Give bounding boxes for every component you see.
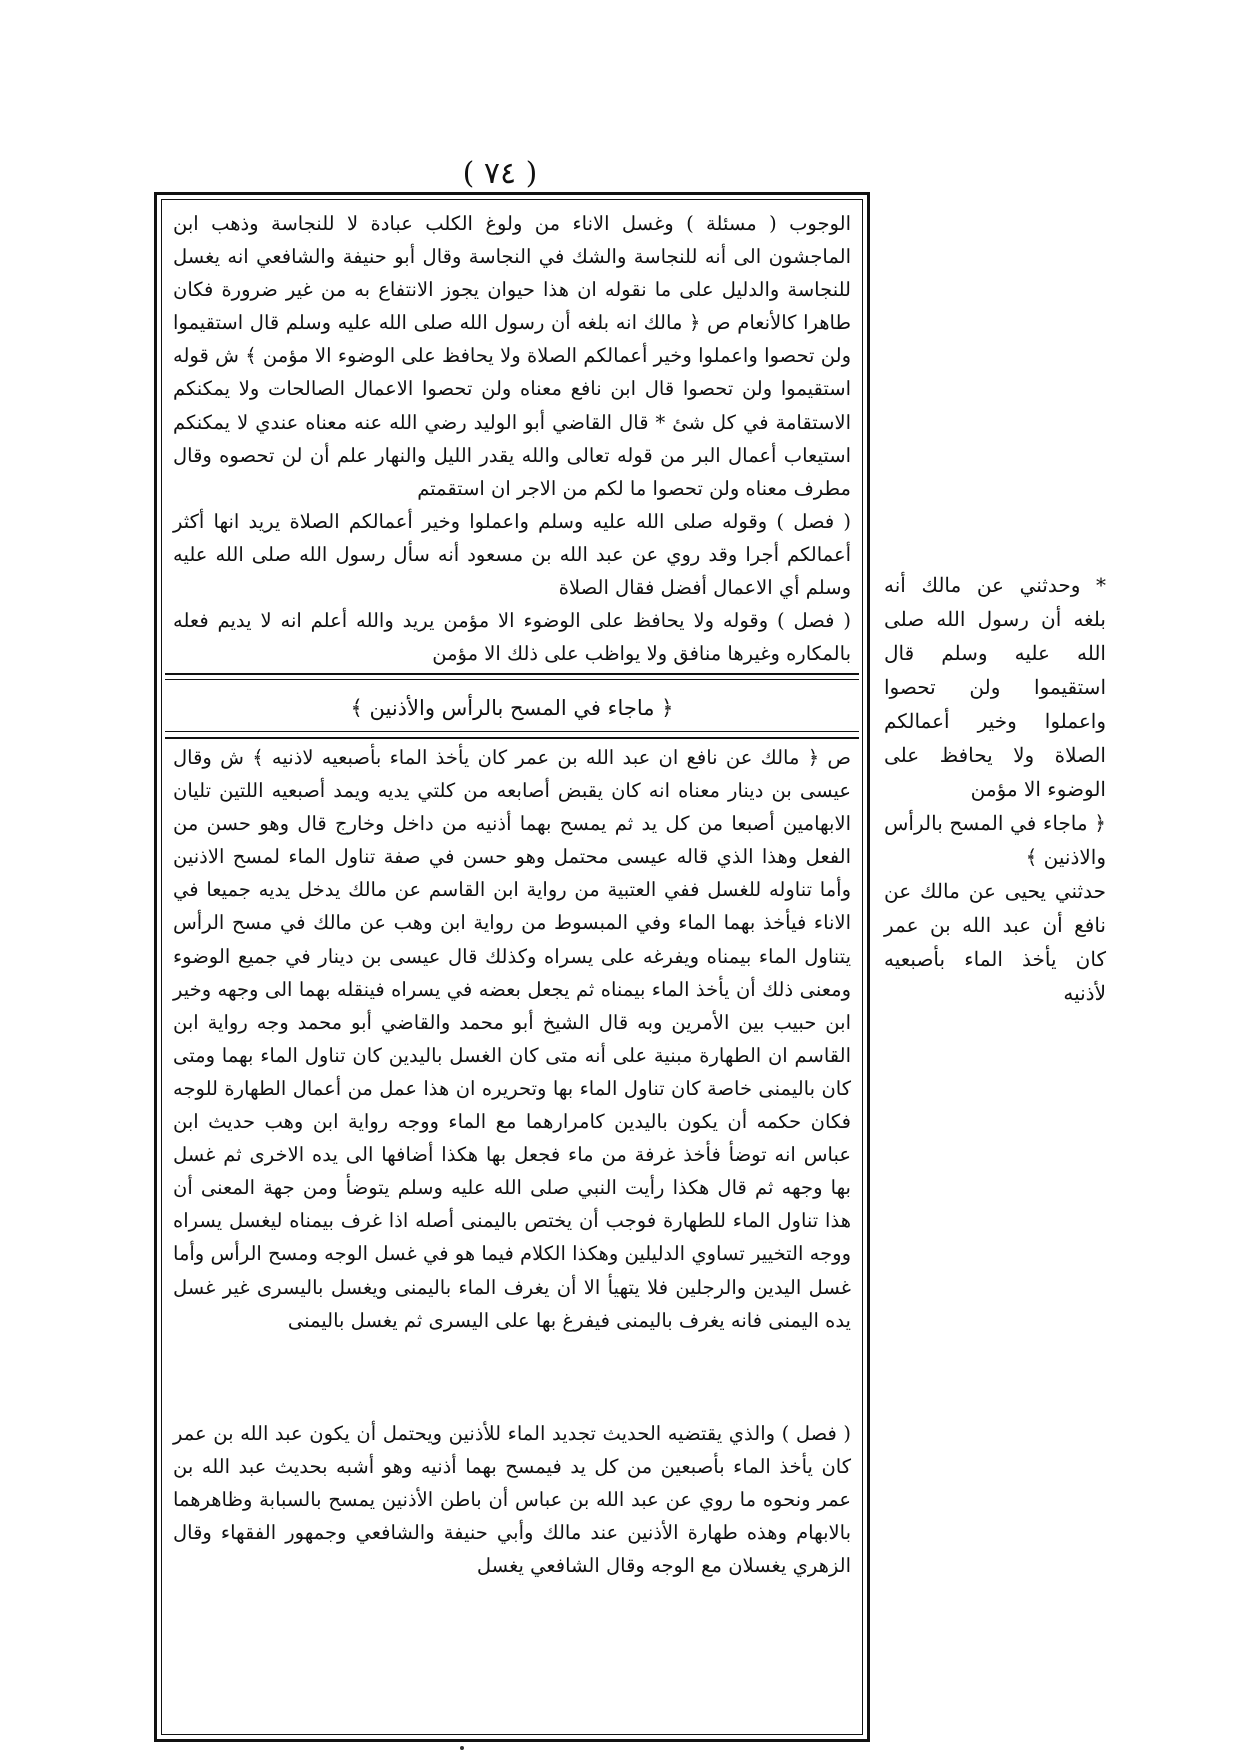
- main-text-section-three: [173, 1417, 851, 1582]
- main-text-frame: [154, 192, 870, 1742]
- divider-rule: [165, 731, 859, 732]
- divider-rule: [165, 679, 859, 680]
- main-paragraph: ( فصل ) وقوله ولا يحافظ على الوضوء الا مؤمن يريد والله أعلم انه لا يديم فعله بالمكاره وغيرها منافق ولا يواظب على ذلك الا مؤمن: [173, 609, 851, 666]
- divider-rule: [165, 737, 859, 739]
- main-paragraph: ( فصل ) وقوله صلى الله عليه وسلم واعملوا وخير أعمالكم الصلاة يريد انها أكثر أعمالكم أجرا وقد روي عن عبد الله بن مسعود أنه سأل رسول الله صلى الله عليه وسلم أي الاعمال أفضل فقال الصلاة: [173, 509, 851, 600]
- main-text-section-one: [173, 207, 851, 670]
- page-number: ( ٧٤ ): [462, 156, 538, 191]
- ink-dot: [460, 1746, 464, 1750]
- main-paragraph: ( فصل ) والذي يقتضيه الحديث تجديد الماء للأذنين ويحتمل أن يكون عبد الله بن عمر كان يأخذ الماء بأصبعين من كل يد فيمسح بهما أذنيه وهو أشبه بحديث عبد الله بن عمر ونحوه ما روي عن عبد الله بن عباس أن باطن الأذنين يمسح بالسبابة وظاهرهما بالابهام وهذه طهارة الأذنين عند مالك وأبي حنيفة والشافعي وجمهور الفقهاء وقال الزهري يغسلان مع الوجه وقال الشافعي يغسل: [173, 1422, 851, 1578]
- margin-note-paragraph: * وحدثني عن مالك أنه بلغه أن رسول الله صلى الله عليه وسلم قال استقيموا ولن تحصوا واعملوا وخير أعمالكم الصلاة ولا يحافظ على الوضوء الا مؤمن: [884, 573, 1106, 801]
- margin-note-heading: ﴿ ماجاء في المسح بالرأس والاذنين ﴾: [884, 811, 1106, 869]
- margin-note: [884, 568, 1106, 1010]
- main-paragraph: الوجوب ( مسئلة ) وغسل الاناء من ولوغ الكلب عبادة لا للنجاسة وذهب ابن الماجشون الى أنه للنجاسة والشك في النجاسة وقال أبو حنيفة والشافعي انه يغسل للنجاسة والدليل على ما نقوله ان هذا حيوان يجوز الانتفاع به من غير ضرورة فكان طاهرا كالأنعام ص ﴿ مالك انه بلغه أن رسول الله صلى الله عليه وسلم قال استقيموا ولن تحصوا واعملوا وخير أعمالكم الصلاة ولا يحافظ على الوضوء الا مؤمن ﴾ ش قوله استقيموا ولن تحصوا قال ابن نافع معناه ولن تحصوا الاعمال الصالحات ولا يمكنكم الاستقامة في كل شئ * قال القاضي أبو الوليد رضي الله عنه معناه عندي لا يمكنكم استيعاب أعمال البر من قوله تعالى والله يقدر الليل والنهار علم أن لن تحصوه وقال مطرف معناه ولن تحصوا ما لكم من الاجر ان استقمتم: [173, 212, 851, 500]
- chapter-heading: ﴿ ماجاء في المسح بالرأس والأذنين ﴾: [350, 696, 674, 720]
- divider-rule: [165, 673, 859, 675]
- main-paragraph: ص ﴿ مالك عن نافع ان عبد الله بن عمر كان يأخذ الماء بأصبعيه لاذنيه ﴾ ش وقال عيسى بن دينار معناه انه كان يقبض أصابعه من كلتي يديه ويمد أصبعيه اللتين تليان الابهامين أصبعا من كل يد ثم يمسح بهما أذنيه من داخل وخارج قال وهو حسن من الفعل وهذا الذي قاله عيسى محتمل وهو حسن في صفة تناول الماء لمسح الاذنين وأما تناوله للغسل ففي العتبية من رواية ابن القاسم عن مالك يدخل يديه جميعا في الاناء فيأخذ بهما الماء وفي المبسوط من رواية ابن وهب عن مالك في مسح الرأس يتناول الماء بيمناه ويفرغه على يسراه وكذلك قال عيسى بن دينار في جميع الوضوء ومعنى ذلك أن يأخذ الماء بيمناه ثم يجعل بعضه في يسراه فينقله بهما الى وجهه وخير ابن حبيب بين الأمرين وبه قال الشيخ أبو محمد والقاضي أبو محمد وجه رواية ابن القاسم ان الطهارة مبنية على أنه متى كان الغسل باليدين كان تناول الماء بهما ومتى كان باليمنى خاصة كان تناول الماء بها وتحريره ان هذا عمل من أعمال الطهارة للوجه فكان حكمه أن يكون باليدين كامرارهما مع الماء ووجه رواية ابن وهب حديث ابن عباس انه توضأ فأخذ غرفة من ماء فجعل بها هكذا أضافها الى يده الاخرى ثم غسل بها وجهه ثم قال هكذا رأيت النبي صلى الله عليه وسلم يتوضأ ومن جهة المعنى أن هذا تناول الماء للطهارة فوجب أن يختص باليمنى أصله اذا غرف بيمناه ليغسل يسراه ووجه التخيير تساوي الدليلين وهكذا الكلام فيما هو في غسل الوجه ومسح الرأس وأما غسل اليدين والرجلين فلا يتهيأ الا أن يغرف الماء باليمنى ويغسل باليسرى غير غسل يده اليمنى فانه يغرف باليمنى فيفرغ بها على اليسرى ثم يغسل باليمنى: [173, 746, 851, 1332]
- main-text-section-two: [173, 741, 851, 1337]
- margin-note-paragraph: حدثني يحيى عن مالك عن نافع أن عبد الله بن عمر كان يأخذ الماء بأصبعيه لأذنيه: [884, 879, 1106, 1005]
